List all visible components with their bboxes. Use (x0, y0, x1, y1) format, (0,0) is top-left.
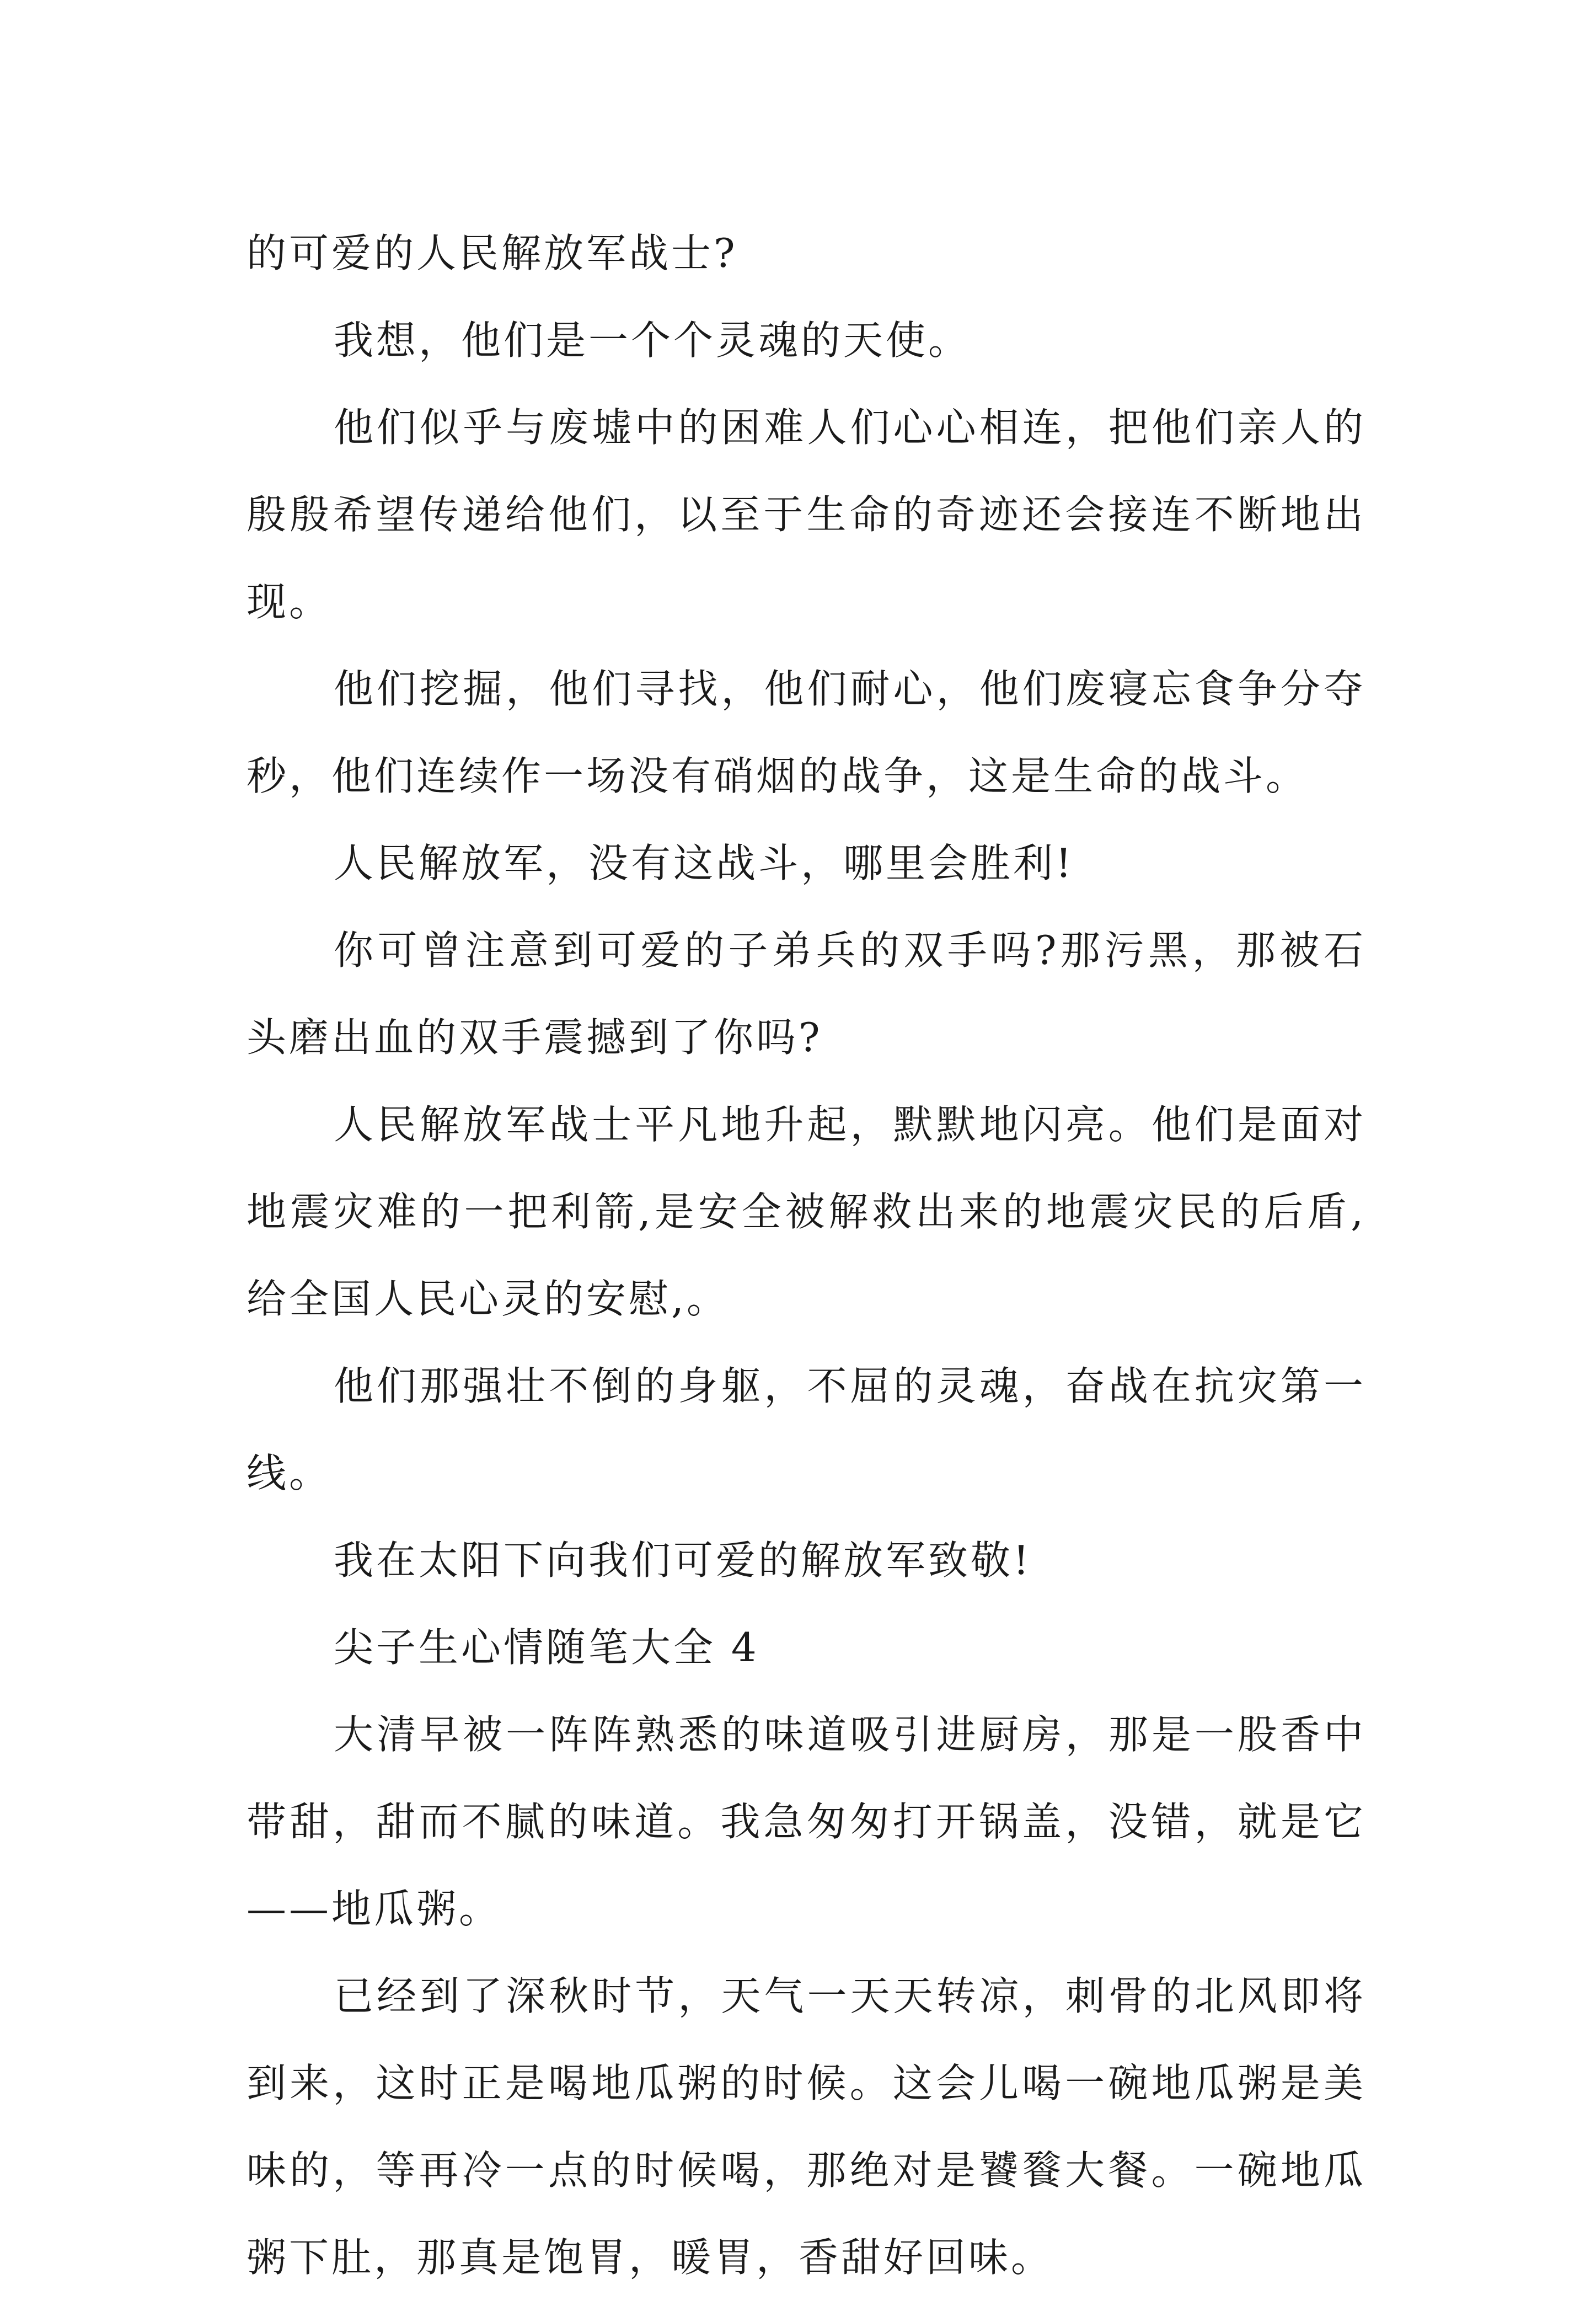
paragraph-3: 他们似乎与废墟中的困难人们心心相连，把他们亲人的殷殷希望传递给他们，以至于生命的奇迹还会接连不断地出现。 (247, 404, 1366, 625)
paragraph-10: 大清早被一阵阵熟悉的味道吸引进厨房，那是一股香中带甜，甜而不腻的味道。我急匆匆打开锅盖，没错，就是它——地瓜粥。 (247, 1711, 1366, 1932)
section-heading: 尖子生心情随笔大全 4 (334, 1624, 759, 1671)
document-body (247, 210, 1366, 2301)
paragraph-6: 你可曾注意到可爱的子弟兵的双手吗?那污黑，那被石头磨出血的双手震撼到了你吗? (247, 927, 1366, 1061)
paragraph-2: 我想，他们是一个个灵魂的天使。 (334, 317, 971, 363)
paragraph-7: 人民解放军战士平凡地升起，默默地闪亮。他们是面对地震灾难的一把利箭,是安全被解救出来的地震灾民的后盾,给全国人民心灵的安慰,。 (247, 1101, 1366, 1322)
paragraph-11: 已经到了深秋时节，天气一天天转凉，刺骨的北风即将到来，这时正是喝地瓜粥的时候。这会儿喝一碗地瓜粥是美味的，等再冷一点的时候喝，那绝对是饕餮大餐。一碗地瓜粥下肚，那真是饱胃，暖胃，香甜好回味。 (247, 1973, 1366, 2281)
paragraph-9: 我在太阳下向我们可爱的解放军致敬! (334, 1537, 1032, 1583)
paragraph-1: 的可爱的人民解放军战士? (247, 230, 738, 276)
paragraph-8: 他们那强壮不倒的身躯，不屈的灵魂，奋战在抗灾第一线。 (247, 1363, 1366, 1496)
paragraph-5: 人民解放军，没有这战斗，哪里会胜利! (334, 840, 1074, 886)
paragraph-4: 他们挖掘，他们寻找，他们耐心，他们废寝忘食争分夺秒，他们连续作一场没有硝烟的战争，这是生命的战斗。 (247, 666, 1366, 799)
